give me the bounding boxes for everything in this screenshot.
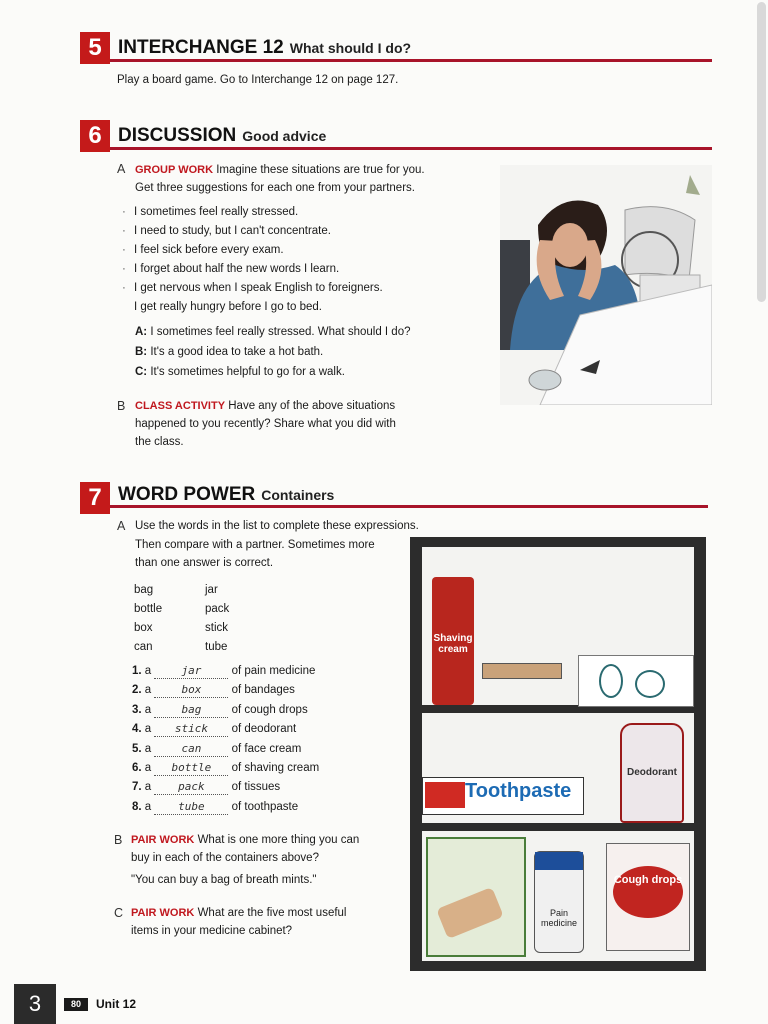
list-item-text: I sometimes feel really stressed. [134, 206, 299, 218]
section-7-part-c-line1 [131, 904, 347, 923]
exercise-number: 5. [132, 743, 142, 755]
section-6-part-b-line3: the class. [135, 436, 184, 448]
pain-medicine-cap [535, 852, 583, 870]
pair-work-label: PAIR WORK [131, 907, 195, 919]
section-7-rule [110, 505, 708, 508]
exercise-article: a [144, 665, 152, 677]
section-6-part-b-line2: happened to you recently? Share what you did with [135, 418, 396, 430]
speaker: A: [135, 326, 148, 338]
answer-blank[interactable]: can [154, 742, 228, 757]
exercise-article: a [144, 684, 152, 696]
toothpaste-tube [422, 777, 584, 815]
section-6-part-a-instruction: Imagine these situations are true for you. [216, 164, 425, 176]
exercise-row [132, 798, 298, 817]
cough-drops-bag [606, 843, 690, 951]
section-7-part-b-line2: buy in each of the containers above? [131, 852, 319, 864]
section-6-part-b-letter: B [117, 399, 126, 413]
list-item-text: I forget about half the new words I learn. [134, 263, 340, 275]
group-work-label: GROUP WORK [135, 164, 214, 176]
word-item: can [134, 641, 153, 653]
list-item [122, 241, 284, 260]
word-item: bottle [134, 603, 163, 615]
pair-work-label: PAIR WORK [131, 834, 195, 846]
exercise-text: of pain medicine [231, 665, 316, 677]
exercise-number: 3. [132, 704, 142, 716]
section-7-subtitle: Containers [261, 487, 335, 503]
section-6-part-b-line1 [135, 397, 395, 416]
list-item [122, 260, 339, 279]
exercise-row [132, 662, 315, 681]
section-5-number: 5 [80, 32, 110, 64]
page-badge: 3 [14, 984, 56, 1024]
shaving-cream-label: Shaving cream [433, 633, 473, 655]
word-item: stick [205, 622, 228, 634]
shaving-cream-can [432, 577, 474, 705]
answer-blank[interactable]: stick [154, 722, 228, 737]
pain-medicine-label: Pain medicine [540, 908, 578, 928]
answer-blank[interactable]: bag [154, 703, 228, 718]
answer-blank[interactable]: jar [154, 664, 228, 679]
bandage-icon [436, 887, 504, 939]
pain-medicine-jar [534, 851, 584, 953]
exercise-article: a [144, 743, 152, 755]
section-6-title [118, 125, 326, 147]
toothpaste-label: Toothpaste [465, 780, 572, 802]
section-5-rule [110, 59, 712, 62]
exercise-article: a [144, 723, 152, 735]
stressed-student-illustration [500, 165, 712, 405]
list-item-text: I get nervous when I speak English to foreigners. [134, 282, 383, 294]
word-item: box [134, 622, 153, 634]
medicine-cabinet-photo [410, 537, 706, 971]
stressed-student-photo [500, 165, 712, 405]
cough-drops-label: Cough drops [613, 874, 683, 886]
bullet-icon: · [122, 206, 126, 218]
scrollbar[interactable] [757, 2, 766, 302]
exercise-row [132, 740, 301, 759]
tissue-box [578, 655, 694, 707]
exercise-article: a [144, 801, 152, 813]
section-5-title [118, 37, 411, 59]
class-activity-label: CLASS ACTIVITY [135, 400, 226, 412]
exercise-article: a [144, 781, 152, 793]
section-7-part-b-instruction: What is one more thing you can [197, 834, 360, 846]
bullet-icon: · [122, 282, 126, 294]
section-7-part-a-line1: Use the words in the list to complete these expressions. [135, 520, 419, 532]
dialog-text: It's sometimes helpful to go for a walk. [150, 366, 345, 378]
section-5-instructions: Play a board game. Go to Interchange 12 on page 127. [117, 74, 399, 86]
speaker: C: [135, 366, 148, 378]
list-item [122, 279, 383, 298]
section-7-title-text: WORD POWER [118, 484, 256, 505]
section-6-rule [110, 147, 712, 150]
deodorant-label: Deodorant [627, 767, 677, 778]
answer-blank[interactable]: box [154, 683, 228, 698]
exercise-text: of face cream [231, 743, 302, 755]
section-7-part-c-line2: items in your medicine cabinet? [131, 925, 293, 937]
answer-blank[interactable]: tube [154, 800, 228, 815]
section-7-part-c-instruction: What are the five most useful [197, 907, 347, 919]
dialog-line [135, 343, 323, 362]
word-item: tube [205, 641, 228, 653]
exercise-text: of cough drops [231, 704, 308, 716]
tissue-box-pattern [635, 670, 665, 698]
section-7-part-c-letter: C [114, 906, 124, 920]
section-7-part-b-quote: "You can buy a bag of breath mints." [131, 874, 317, 886]
list-item [122, 203, 298, 222]
deodorant-stick [620, 723, 684, 823]
section-6-part-a-line2: Get three suggestions for each one from your partners. [135, 182, 415, 194]
section-7-title [118, 484, 334, 506]
exercise-row [132, 759, 319, 778]
word-item: jar [205, 584, 218, 596]
bandage-strip [482, 663, 562, 679]
exercise-number: 6. [132, 762, 142, 774]
bullet-icon: · [122, 244, 126, 256]
exercise-text: of deodorant [231, 723, 297, 735]
exercise-text: of tissues [231, 781, 281, 793]
section-6-part-a-line1 [135, 161, 425, 180]
exercise-text: of bandages [231, 684, 295, 696]
toothpaste-stripe [425, 782, 465, 808]
section-5-subtitle: What should I do? [289, 40, 412, 56]
exercise-article: a [144, 762, 152, 774]
section-7-part-a-line3: than one answer is correct. [135, 557, 274, 569]
exercise-number: 4. [132, 723, 142, 735]
section-6-number: 6 [80, 120, 110, 152]
dialog-text: I sometimes feel really stressed. What should I do? [150, 326, 411, 338]
list-item-text: I feel sick before every exam. [134, 244, 284, 256]
answer-blank[interactable]: pack [154, 780, 228, 795]
bandage-box [426, 837, 526, 957]
word-item: bag [134, 584, 154, 596]
section-7-part-a-line2: Then compare with a partner. Sometimes more [135, 539, 375, 551]
exercise-row [132, 720, 296, 739]
word-item: pack [205, 603, 230, 615]
section-7-part-a-letter: A [117, 519, 126, 533]
bullet-icon: · [122, 263, 126, 275]
list-item [122, 222, 331, 241]
exercise-number: 8. [132, 801, 142, 813]
section-7-number: 7 [80, 482, 110, 514]
section-5-title-text: INTERCHANGE 12 [118, 37, 284, 58]
exercise-row [132, 701, 308, 720]
list-item-text: I need to study, but I can't concentrate. [134, 225, 331, 237]
tissue-box-pattern [599, 664, 623, 698]
answer-blank[interactable]: bottle [154, 761, 228, 776]
page-number: 80 [64, 998, 88, 1011]
dialog-text: It's a good idea to take a hot bath. [150, 346, 324, 358]
exercise-text: of shaving cream [231, 762, 320, 774]
exercise-number: 7. [132, 781, 142, 793]
speaker: B: [135, 346, 148, 358]
section-6-subtitle: Good advice [242, 128, 327, 144]
list-item [122, 298, 322, 317]
bullet-icon: · [122, 225, 126, 237]
exercise-article: a [144, 704, 152, 716]
dialog-line [135, 323, 411, 342]
section-7-part-b-letter: B [114, 833, 123, 847]
list-item-text: I get really hungry before I go to bed. [134, 301, 322, 313]
exercise-number: 2. [132, 684, 142, 696]
exercise-row [132, 778, 280, 797]
dialog-line [135, 363, 345, 382]
exercise-text: of toothpaste [231, 801, 299, 813]
exercise-row [132, 681, 295, 700]
exercise-number: 1. [132, 665, 142, 677]
section-6-part-b-instruction: Have any of the above situations [228, 400, 396, 412]
unit-label: Unit 12 [96, 997, 137, 1011]
section-6-part-a-letter: A [117, 162, 126, 176]
section-6-title-text: DISCUSSION [118, 125, 237, 146]
section-7-part-b-line1 [131, 831, 359, 850]
